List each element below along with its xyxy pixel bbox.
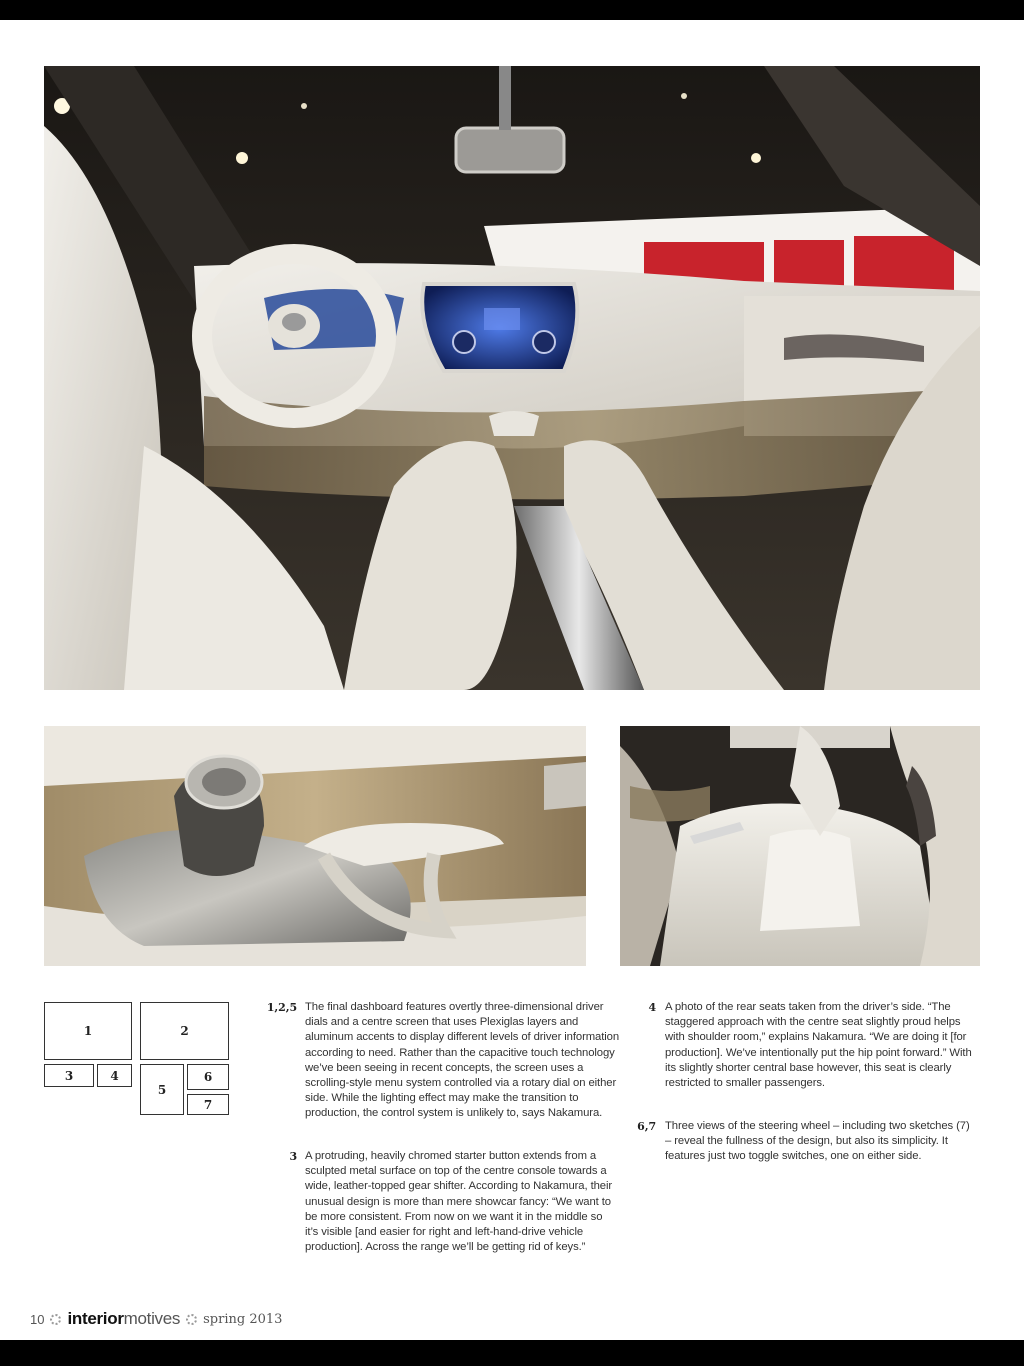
top-black-bar — [0, 0, 1024, 20]
page-number: 10 — [30, 1311, 45, 1327]
caption-number: 1,2,5 — [266, 1001, 297, 1014]
bottom-black-bar — [0, 1340, 1024, 1366]
layout-key-box-5 — [140, 1064, 184, 1115]
dashboard-photo-graphic — [44, 66, 980, 690]
caption-text: Three views of the steering wheel – including two sketches (7) – reveal the fullness of the design, but also its simplicity. It features just two toggle switches, one on either side. — [665, 1120, 970, 1163]
magazine-name-light: motives — [123, 1309, 181, 1328]
layout-key-label-6: 6 — [203, 1070, 213, 1084]
dotted-circle-icon — [186, 1314, 197, 1325]
gear-shifter-photo — [44, 726, 586, 966]
caption-text: The final dashboard features overtly three-dimensional driver dials and a centre screen that uses Plexiglas layers and aluminum accents to display different levels of driver information according to need. Rather than the capacitive touch technology we’ve been seeing in recent concepts, the screen uses a scrolling-style menu system controlled via a rotary dial on either side. While the lighting effect may make the transition to production, the control system is unlikely to, says Nakamura. — [305, 1001, 620, 1120]
rear-seats-photo-graphic — [620, 726, 980, 966]
layout-key-label-2: 2 — [180, 1024, 189, 1038]
gear-shifter-photo-graphic — [44, 726, 586, 966]
layout-key-box-4 — [97, 1064, 132, 1087]
layout-key-label-5: 5 — [157, 1082, 167, 1097]
layout-key-label-1: 1 — [83, 1024, 93, 1038]
layout-key-label-7: 7 — [203, 1097, 213, 1112]
page-footer — [30, 1308, 282, 1330]
layout-key-box-6 — [187, 1064, 229, 1090]
layout-key-box-3 — [44, 1064, 94, 1087]
layout-key-box-2 — [140, 1002, 229, 1060]
magazine-name-bold: interior — [67, 1309, 124, 1328]
caption-number: 6,7 — [637, 1120, 656, 1133]
caption-number: 4 — [648, 1001, 656, 1014]
layout-key-box-1 — [44, 1002, 132, 1060]
layout-key-label-3: 3 — [64, 1068, 74, 1083]
dotted-circle-icon — [50, 1314, 61, 1325]
dashboard-photo — [44, 66, 980, 690]
rear-seats-photo — [620, 726, 980, 966]
caption-text: A protruding, heavily chromed starter button extends from a sculpted metal surface on top of the centre console towards a wide, leather-topped gear shifter. According to Nakamura, their unusual design is more than mere showcar fancy: “We want to be more consistent. From now on we want it in the middle so it’s visible [and easier for right and left-hand-drive vehicle production]. Across the range we’ll be getting rid of keys.” — [305, 1150, 613, 1254]
caption-text: A photo of the rear seats taken from the driver’s side. “The staggered approach with the centre seat slightly proud helps with shoulder room,” explains Nakamura. “We are doing it [for production]. We’ve intentionally put the hip point forward.” With its slightly shorter central base however, this seat is clearly restricted to smaller passengers. — [665, 1001, 972, 1090]
layout-key-box-7 — [187, 1094, 229, 1115]
caption-number: 3 — [289, 1150, 297, 1163]
issue-date: spring 2013 — [203, 1311, 283, 1327]
layout-key-label-4: 4 — [110, 1068, 119, 1083]
